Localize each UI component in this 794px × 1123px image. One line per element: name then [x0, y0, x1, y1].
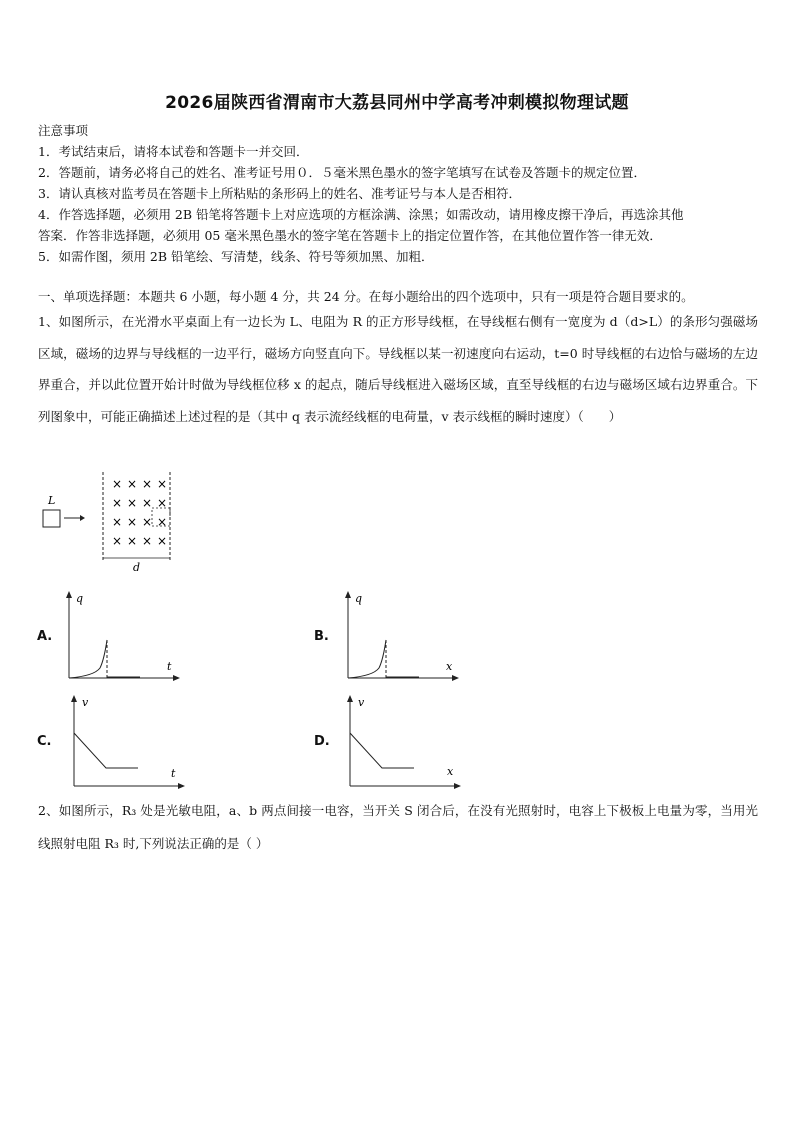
field-cross-mark: ×	[126, 477, 138, 491]
field-cross-mark: ×	[156, 534, 168, 548]
label-d: d	[133, 561, 141, 574]
y-arrow	[345, 591, 351, 598]
notice-heading: 注意事项	[38, 123, 89, 138]
y-label: q	[355, 592, 363, 605]
field-cross-mark: ×	[111, 534, 123, 548]
y-label: v	[82, 696, 89, 709]
y-label: v	[358, 696, 365, 709]
v-curve	[74, 733, 138, 768]
x-label: t	[171, 767, 176, 780]
option-b-label[interactable]: B.	[314, 629, 329, 644]
velocity-arrowhead	[80, 515, 85, 521]
field-cross-mark: ×	[111, 477, 123, 491]
question-2-text: 2、如图所示，R₃ 处是光敏电阻，a、b 两点间接一电容，当开关 S 闭合后，在没有光照射时，电容上下极板上电量为零，当用光线照射电阻 R₃ 时,下列说法正确的是（ ）	[38, 803, 758, 851]
q-curve	[69, 640, 107, 678]
y-label: q	[76, 592, 84, 605]
field-cross-mark: ×	[141, 534, 153, 548]
field-cross-mark: ×	[111, 496, 123, 510]
notice-item-3: 3．请认真核对监考员在答题卡上所粘贴的条形码上的姓名、准考证号与本人是否相符．	[38, 186, 521, 201]
field-cross-mark: ×	[111, 515, 123, 529]
x-label: x	[446, 660, 453, 673]
x-label: t	[167, 660, 172, 673]
notice-item-2: 2．答题前，请务必将自己的姓名、准考证号用０．５毫米黑色墨水的签字笔填写在试卷及答题卡的规定位置．	[38, 165, 646, 180]
page-title: 2026届陕西省渭南市大荔县同州中学高考冲刺模拟物理试题	[165, 93, 629, 113]
field-cross-mark: ×	[156, 515, 168, 529]
option-c-label[interactable]: C.	[37, 734, 52, 749]
section-heading: 一、单项选择题：本题共 6 小题，每小题 4 分，共 24 分。在每小题给出的四个选项中，只有一项是符合题目要求的。	[38, 289, 694, 304]
y-arrow	[66, 591, 72, 598]
field-cross-mark: ×	[126, 534, 138, 548]
notice-item-1: 1．考试结束后，请将本试卷和答题卡一并交回．	[38, 144, 309, 159]
field-cross-mark: ×	[156, 477, 168, 491]
question-1-text: 1、如图所示，在光滑水平桌面上有一边长为 L、电阻为 R 的正方形导线框，在导线框右侧有一宽度为 d（d>L）的条形匀强磁场区域，磁场的边界与导线框的一边平行，磁场方向竖直向下。导线框以某一初速度向右运动，t=0 时导线框的右边恰与磁场的左边界重合，并以此位置开始计时做为导线框位移 x 的起点，随后导线框进入磁场区域，直至导线框的右边与磁场区域右边界重合。下列图象中，可能正确描述上述过程的是（其中 q 表示流经线框的电荷量，v 表示线框的瞬时速度）（ ）	[38, 314, 758, 424]
y-arrow	[71, 695, 77, 702]
question-1-figure	[36, 470, 186, 575]
field-cross-mark: ×	[126, 515, 138, 529]
field-cross-mark: ×	[126, 496, 138, 510]
x-arrow	[173, 675, 180, 681]
option-a-label[interactable]: A.	[37, 629, 53, 644]
v-curve	[350, 733, 414, 768]
square-loop	[43, 510, 60, 527]
x-arrow	[454, 783, 461, 789]
field-crosses	[112, 477, 167, 548]
option-d-label[interactable]: D.	[314, 734, 330, 749]
field-cross-mark: ×	[141, 477, 153, 491]
notice-item-4-cont: 答案．作答非选择题，必须用 05 毫米黑色墨水的签字笔在答题卡上的指定位置作答，在其他位置作答一律无效．	[38, 228, 662, 243]
option-b-graph[interactable]	[339, 590, 464, 685]
x-label: x	[447, 765, 454, 778]
option-c-graph[interactable]	[65, 693, 190, 791]
y-arrow	[347, 695, 353, 702]
field-cross-mark: ×	[141, 515, 153, 529]
x-arrow	[452, 675, 459, 681]
field-cross-mark: ×	[141, 496, 153, 510]
label-L: L	[48, 494, 56, 507]
notice-item-4: 4．作答选择题，必须用 2B 铅笔将答题卡上对应选项的方框涂满、涂黑；如需改动，请用橡皮擦干净后，再选涂其他	[38, 207, 684, 222]
x-arrow	[178, 783, 185, 789]
option-a-graph[interactable]	[60, 590, 185, 685]
q-curve	[348, 640, 386, 678]
option-d-graph[interactable]	[341, 693, 466, 791]
field-cross-mark: ×	[156, 496, 168, 510]
notice-item-5: 5．如需作图，须用 2B 铅笔绘、写清楚，线条、符号等须加黑、加粗．	[38, 249, 434, 264]
